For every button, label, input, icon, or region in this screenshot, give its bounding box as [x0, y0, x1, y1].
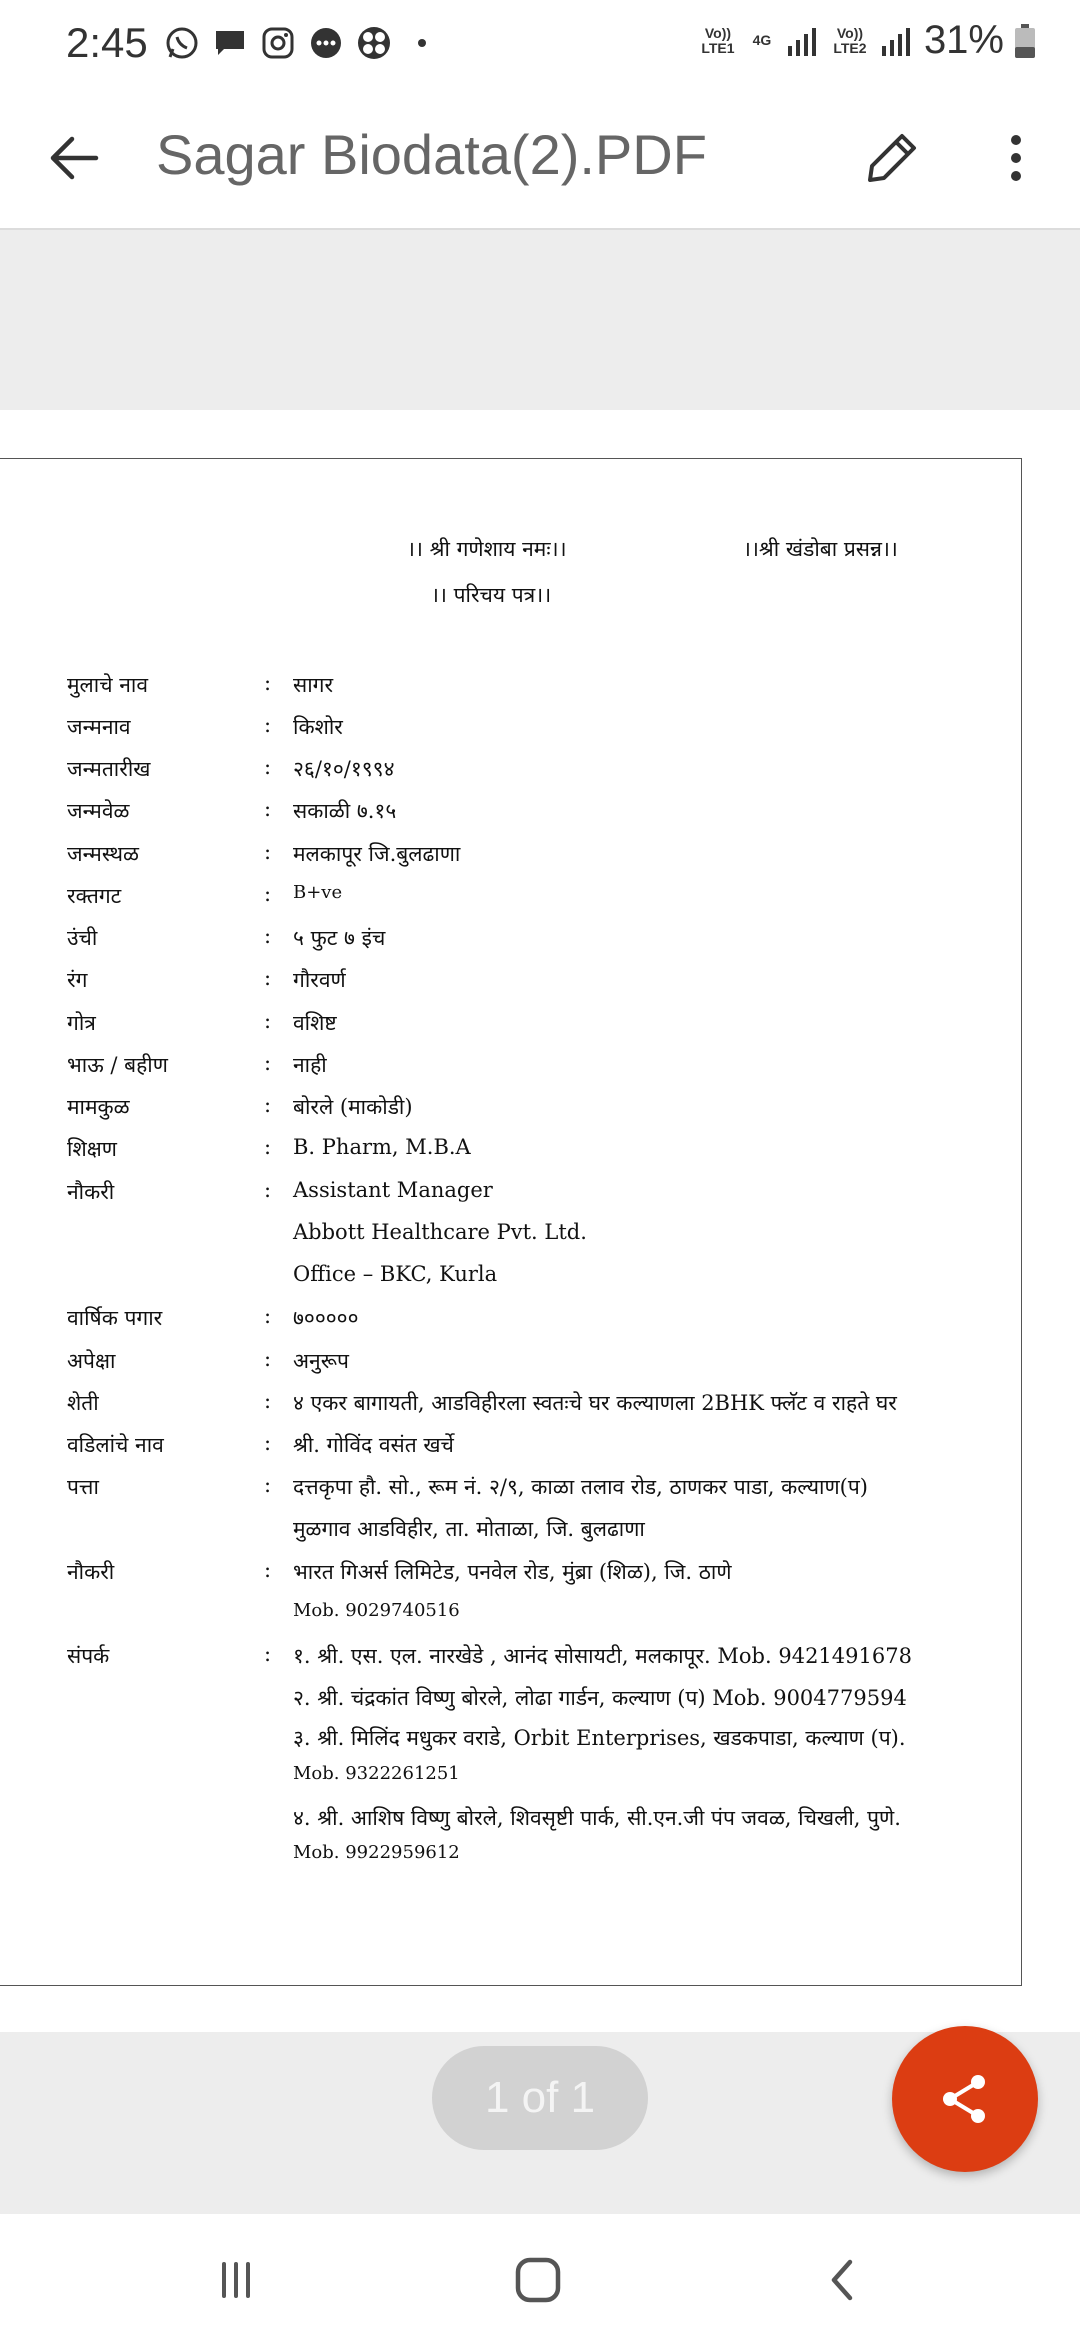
biodata-label: जन्मस्थळ	[67, 842, 139, 866]
biodata-value: Abbott Healthcare Pvt. Ltd.	[293, 1220, 587, 1244]
more-notifications-dot-icon	[404, 25, 440, 61]
biodata-label: जन्मवेळ	[67, 799, 130, 823]
biodata-row	[67, 1515, 967, 1545]
biodata-row	[67, 1389, 967, 1419]
biodata-row	[67, 755, 967, 785]
biodata-label: संपर्क	[67, 1644, 110, 1668]
biodata-colon: :	[264, 797, 272, 821]
share-button[interactable]	[892, 2026, 1038, 2172]
biodata-value: भारत गिअर्स लिमिटेड, पनवेल रोड, मुंब्रा (शिळ), जि. ठाणे	[293, 1560, 732, 1584]
whatsapp-icon	[164, 25, 200, 61]
biodata-value: ५ फुट ७ इंच	[293, 926, 386, 950]
recent-apps-icon[interactable]	[206, 2250, 266, 2310]
biodata-value: B+ve	[293, 882, 343, 903]
biodata-row	[67, 1842, 967, 1872]
biodata-colon: :	[264, 1389, 272, 1413]
biodata-value: Mob. 9029740516	[293, 1600, 460, 1621]
biodata-label: उंची	[67, 926, 98, 950]
biodata-colon: :	[264, 1178, 272, 1202]
biodata-colon: :	[264, 1431, 272, 1455]
message-icon	[212, 25, 248, 61]
biodata-row	[67, 1804, 967, 1834]
back-arrow-icon[interactable]	[38, 122, 110, 194]
invocation-ganesh: ।। श्री गणेशाय नमः।।	[407, 537, 567, 561]
share-icon	[936, 2070, 994, 2128]
biodata-row	[67, 1431, 967, 1461]
network-indicator-4g: 4G	[752, 32, 772, 48]
app-bar	[0, 86, 1080, 230]
biodata-colon: :	[264, 1473, 272, 1497]
status-bar	[0, 0, 1080, 86]
biodata-label: मुलाचे नाव	[67, 673, 149, 697]
biodata-value: बोरले (माकोडी)	[293, 1095, 413, 1119]
biodata-value: ७०००००	[293, 1306, 359, 1330]
biodata-row	[67, 1600, 967, 1630]
biodata-colon: :	[264, 924, 272, 948]
biodata-value: मुळगाव आडविहीर, ता. मोताळा, जि. बुलढाणा	[293, 1517, 645, 1541]
network-indicator-1: Vo)) LTE1	[701, 24, 735, 56]
biodata-row	[67, 1642, 967, 1672]
biodata-row	[67, 1093, 967, 1123]
biodata-value: दत्तकृपा हौ. सो., रूम नं. २/९, काळा तलाव रोड, ठाणकर पाडा, कल्याण(प)	[293, 1475, 868, 1499]
biodata-label: अपेक्षा	[67, 1349, 116, 1373]
biodata-value: ४. श्री. आशिष विष्णु बोरले, शिवसृष्टी पार्क, सी.एन.जी पंप जवळ, चिखली, पुणे.	[293, 1806, 901, 1830]
biodata-colon: :	[264, 840, 272, 864]
biodata-value: सकाळी ७.१५	[293, 799, 397, 823]
status-right	[698, 18, 1036, 63]
biodata-colon: :	[264, 1304, 272, 1328]
biodata-label: शिक्षण	[67, 1137, 117, 1161]
invocation-khandoba: ।।श्री खंडोबा प्रसन्न।।	[743, 537, 898, 561]
status-time: 2:45	[66, 19, 148, 66]
biodata-row	[67, 1220, 967, 1250]
biodata-value: २. श्री. चंद्रकांत विष्णु बोरले, लोढा गार्डन, कल्याण (प) Mob. 9004779594	[293, 1686, 907, 1710]
biodata-colon: :	[264, 1051, 272, 1075]
biodata-row	[67, 797, 967, 827]
biodata-value: Office – BKC, Kurla	[293, 1262, 498, 1286]
biodata-value: मलकापूर जि.बुलढाणा	[293, 842, 461, 866]
biodata-label: रंग	[67, 968, 88, 992]
biodata-colon: :	[264, 1009, 272, 1033]
biodata-value: अनुरूप	[293, 1349, 349, 1373]
biodata-row	[67, 1178, 967, 1208]
biodata-value: ४ एकर बागायती, आडविहीरला स्वतःचे घर कल्याणला 2BHK फ्लॅट व राहते घर	[293, 1391, 897, 1415]
biodata-row	[67, 840, 967, 870]
biodata-label: भाऊ / बहीण	[67, 1053, 168, 1077]
biodata-colon: :	[264, 1558, 272, 1582]
system-nav-bar	[0, 2214, 1080, 2340]
page-indicator: 1 of 1	[432, 2046, 648, 2150]
biodata-colon: :	[264, 1347, 272, 1371]
biodata-row	[67, 1262, 967, 1292]
biodata-value: Assistant Manager	[293, 1178, 493, 1202]
biodata-colon: :	[264, 1135, 272, 1159]
battery-percent: 31%	[923, 18, 1004, 62]
biodata-value: ३. श्री. मिलिंद मधुकर वराडे, Orbit Enterprises, खडकपाडा, कल्याण (प).	[293, 1726, 906, 1750]
biodata-label: जन्मनाव	[67, 715, 131, 739]
biodata-value: Mob. 9922959612	[293, 1842, 460, 1863]
more-options-icon[interactable]	[988, 122, 1044, 194]
biodata-value: २६/१०/१९९४	[293, 757, 395, 781]
biodata-colon: :	[264, 1093, 272, 1117]
biodata-row	[67, 671, 967, 701]
biodata-colon: :	[264, 966, 272, 990]
biodata-row	[67, 713, 967, 743]
biodata-row	[67, 1347, 967, 1377]
biodata-label: गोत्र	[67, 1011, 96, 1035]
biodata-value: वशिष्ट	[293, 1011, 337, 1035]
biodata-row	[67, 1473, 967, 1503]
biodata-row	[67, 1135, 967, 1165]
biodata-value: गौरवर्ण	[293, 968, 346, 992]
biodata-colon: :	[264, 713, 272, 737]
viewer-top-band	[0, 230, 1080, 410]
biodata-value: नाही	[293, 1053, 327, 1077]
biodata-label: जन्मतारीख	[67, 757, 151, 781]
biodata-label: वार्षिक पगार	[67, 1306, 163, 1330]
biodata-row	[67, 1763, 967, 1793]
document-title: Sagar Biodata(2).PDF	[156, 123, 707, 186]
pdf-page	[0, 458, 1022, 1986]
document-heading: ।। परिचय पत्र।।	[431, 583, 552, 607]
biodata-row	[67, 924, 967, 954]
biodata-label: रक्तगट	[67, 884, 122, 908]
battery-icon	[1014, 23, 1036, 59]
biodata-value: किशोर	[293, 715, 343, 739]
biodata-colon: :	[264, 1642, 272, 1666]
biodata-colon: :	[264, 671, 272, 695]
biodata-value: Mob. 9322261251	[293, 1763, 460, 1784]
biodata-value: १. श्री. एस. एल. नारखेडे , आनंद सोसायटी, मलकापूर. Mob. 9421491678	[293, 1644, 912, 1668]
biodata-row	[67, 1724, 967, 1754]
biodata-label: पत्ता	[67, 1475, 99, 1499]
notification-icons	[164, 25, 440, 61]
biodata-label: नौकरी	[67, 1180, 115, 1204]
biodata-label: नौकरी	[67, 1560, 115, 1584]
biodata-row	[67, 1009, 967, 1039]
biodata-label: शेती	[67, 1391, 99, 1415]
signal-strength-2-icon	[880, 24, 914, 58]
biodata-value: B. Pharm, M.B.A	[293, 1135, 471, 1159]
chat-bubble-icon	[308, 25, 344, 61]
biodata-value: सागर	[293, 673, 334, 697]
biodata-row	[67, 1051, 967, 1081]
biodata-colon: :	[264, 755, 272, 779]
app-icon	[356, 25, 392, 61]
biodata-row	[67, 882, 967, 912]
back-nav-icon[interactable]	[812, 2250, 872, 2310]
biodata-row	[67, 1684, 967, 1714]
biodata-label: मामकुळ	[67, 1095, 130, 1119]
biodata-colon: :	[264, 882, 272, 906]
biodata-row	[67, 966, 967, 996]
instagram-icon	[260, 25, 296, 61]
biodata-label: वडिलांचे नाव	[67, 1433, 164, 1457]
home-icon[interactable]	[508, 2250, 568, 2310]
signal-strength-icon	[786, 24, 820, 58]
biodata-row	[67, 1558, 967, 1588]
biodata-row	[67, 1304, 967, 1334]
biodata-value: श्री. गोविंद वसंत खर्चे	[293, 1433, 454, 1457]
network-indicator-2: Vo)) LTE2	[833, 24, 867, 56]
edit-pencil-icon[interactable]	[856, 122, 928, 194]
